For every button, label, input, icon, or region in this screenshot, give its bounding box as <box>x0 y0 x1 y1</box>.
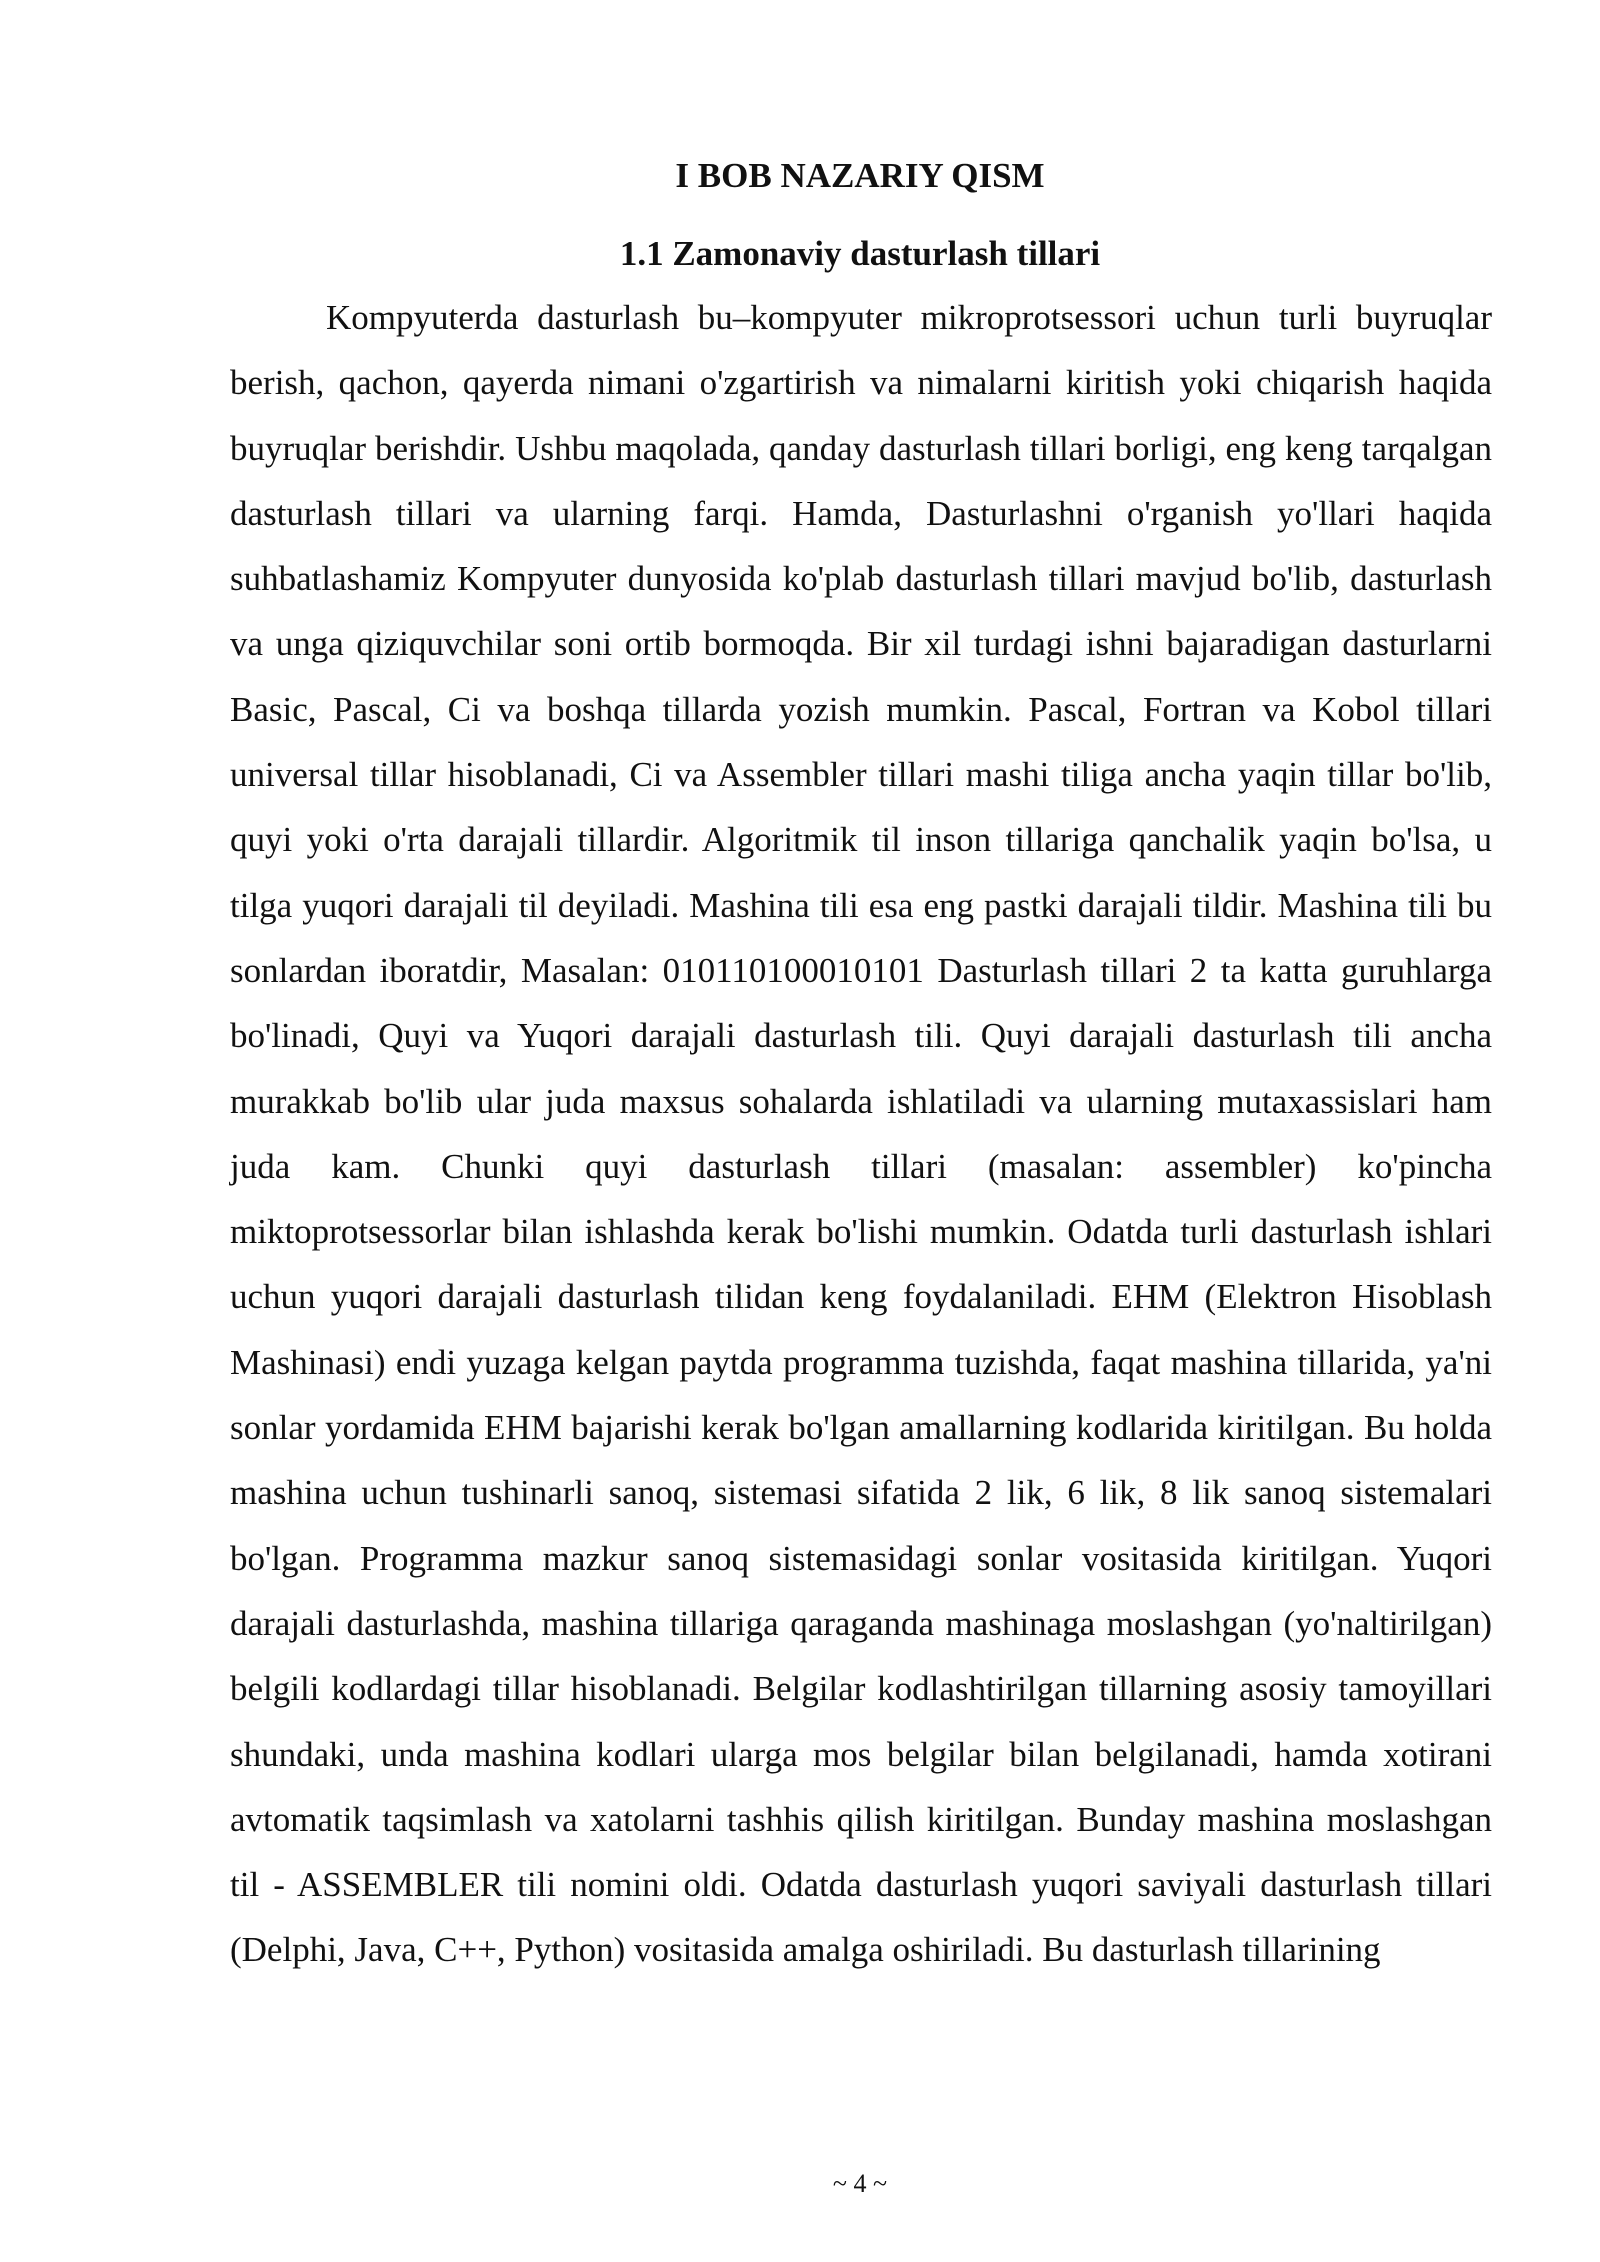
body-paragraph: Kompyuterda dasturlash bu–kompyuter mikroprotsessori uchun turli buyruqlar berish, qachon, qayerda nimani o'zgartirish va nimalarni kiritish yoki chiqarish haqida buyruqlar berishdir. Ushbu maqolada, qanday dasturlash tillari borligi, eng keng tarqalgan dasturlash tillari va ularning farqi. Hamda, Dasturlashni o'rganish yo'llari haqida suhbatlashamiz Kompyuter dunyosida ko'plab dasturlash tillari mavjud bo'lib, dasturlash va unga qiziquvchilar soni ortib bormoqda. Bir xil turdagi ishni bajaradigan dasturlarni Basic, Pascal, Ci va boshqa tillarda yozish mumkin. Pascal, Fortran va Kobol tillari universal tillar hisoblanadi, Ci va Assembler tillari mashi tiliga ancha yaqin tillar bo'lib, quyi yoki o'rta darajali tillardir. Algoritmik til inson tillariga qanchalik yaqin bo'lsa, u tilga yuqori darajali til deyiladi. Mashina tili esa eng pastki darajali tildir. Mashina tili bu sonlardan iboratdir, Masalan: 010110100010101 Dasturlash tillari 2 ta katta guruhlarga bo'linadi, Quyi va Yuqori darajali dasturlash tili. Quyi darajali dasturlash tili ancha murakkab bo'lib ular juda maxsus sohalarda ishlatiladi va ularning mutaxassislari ham juda kam. Chunki quyi dasturlash tillari (masalan: assembler) ko'pincha miktoprotsessorlar bilan ishlashda kerak bo'lishi mumkin. Odatda turli dasturlash ishlari uchun yuqori darajali dasturlash tilidan keng foydalaniladi. EHM (Elektron Hisoblash Mashinasi) endi yuzaga kelgan paytda programma tuzishda, faqat mashina tillarida, ya'ni sonlar yordamida EHM bajarishi kerak bo'lgan amallarning kodlarida kiritilgan. Bu holda mashina uchun tushinarli sanoq, sistemasi sifatida 2 lik, 6 lik, 8 lik sanoq sistemalari bo'lgan. Programma mazkur sanoq sistemasidagi sonlar vositasida kiritilgan. Yuqori darajali dasturlashda, mashina tillariga qaraganda mashinaga moslashgan (yo'naltirilgan) belgili kodlardagi tillar hisoblanadi. Belgilar kodlashtirilgan tillarning asosiy tamoyillari shundaki, unda mashina kodlari ularga mos belgilar bilan belgilanadi, hamda xotirani avtomatik taqsimlash va xatolarni tashhis qilish kiritilgan. Bunday mashina moslashgan til - ASSEMBLER tili nomini oldi. Odatda dasturlash yuqori saviyali dasturlash tillari (Delphi, Java, C++, Python) vositasida amalga oshiriladi. Bu dasturlash tillarining <box>230 298 1492 1970</box>
chapter-title: I BOB NAZARIY QISM <box>675 156 1045 195</box>
page-number: ~ 4 ~ <box>832 2169 888 2198</box>
section-title: 1.1 Zamonaviy dasturlash tillari <box>619 234 1101 273</box>
